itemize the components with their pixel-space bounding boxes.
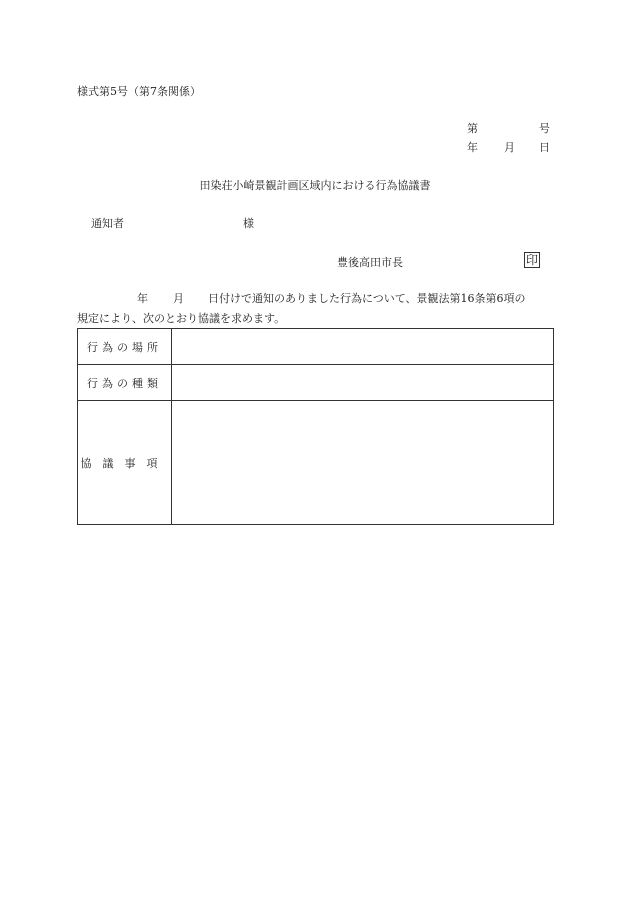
row-value-type [172,365,554,401]
seal-stamp: 印 [525,253,538,267]
row-value-matters [172,401,554,525]
row-label-location: 行為の場所 [78,329,172,365]
table-row [78,401,554,525]
consultation-table [77,328,554,525]
date-day: 日 [539,141,550,154]
body-month: 月 [173,292,184,305]
row-value-location [172,329,554,365]
body-text-line2: 規定により、次のとおり協議を求めます。 [77,312,286,325]
reference-go: 号 [539,122,550,135]
date-year: 年 [467,141,478,154]
reference-number-line [467,123,550,135]
row-label-type: 行為の種類 [78,365,172,401]
date-line [467,142,550,154]
body-text-line1: 日付けで通知のありました行為について、景観法第16条第6項の [208,292,526,305]
date-month: 月 [504,141,515,154]
table-row [78,329,554,365]
form-number: 様式第5号（第7条関係） [77,85,201,98]
mayor-title: 豊後高田市長 [337,256,403,269]
reference-dai: 第 [467,122,478,135]
notifier-sama: 様 [243,217,254,230]
table-row [78,365,554,401]
row-label-matters: 協議事項 [78,401,172,525]
document-title: 田染荘小崎景観計画区域内における行為協議書 [199,179,431,192]
notifier-label: 通知者 [91,217,124,230]
body-year: 年 [137,292,148,305]
